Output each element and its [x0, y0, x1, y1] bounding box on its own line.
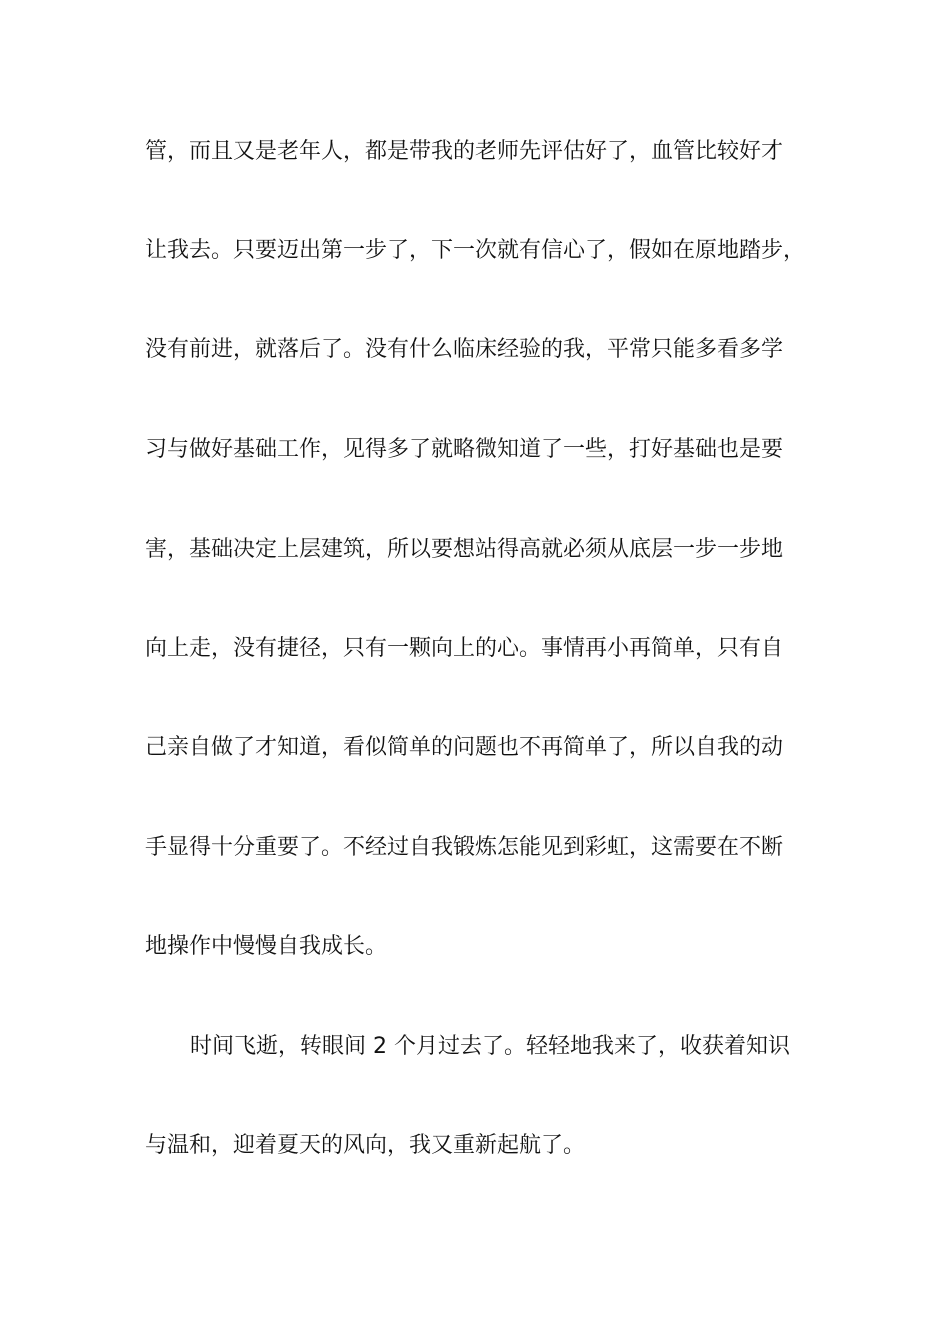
text-line: 地操作中慢慢自我成长。: [145, 934, 388, 959]
text-line: 与温和，迎着夏天的风向，我又重新起航了。: [145, 1133, 586, 1158]
text-line: 让我去。只要迈出第一步了，下一次就有信心了，假如在原地踏步，: [145, 238, 806, 263]
text-line: 己亲自做了才知道，看似简单的问题也不再简单了，所以自我的动: [145, 735, 784, 760]
text-line: 手显得十分重要了。不经过自我锻炼怎能见到彩虹，这需要在不断: [145, 835, 784, 860]
text-line: 管，而且又是老年人，都是带我的老师先评估好了，血管比较好才: [145, 139, 784, 164]
text-line: 害，基础决定上层建筑，所以要想站得高就必须从底层一步一步地: [145, 537, 784, 562]
text-line: 没有前进，就落后了。没有什么临床经验的我，平常只能多看多学: [145, 337, 784, 362]
paragraph-first-line: 时间飞逝，转眼间 2 个月过去了。轻轻地我来了，收获着知识: [190, 1034, 790, 1059]
text-line: 向上走，没有捷径，只有一颗向上的心。事情再小再简单，只有自: [145, 636, 784, 661]
text-line: 习与做好基础工作，见得多了就略微知道了一些，打好基础也是要: [145, 437, 784, 462]
